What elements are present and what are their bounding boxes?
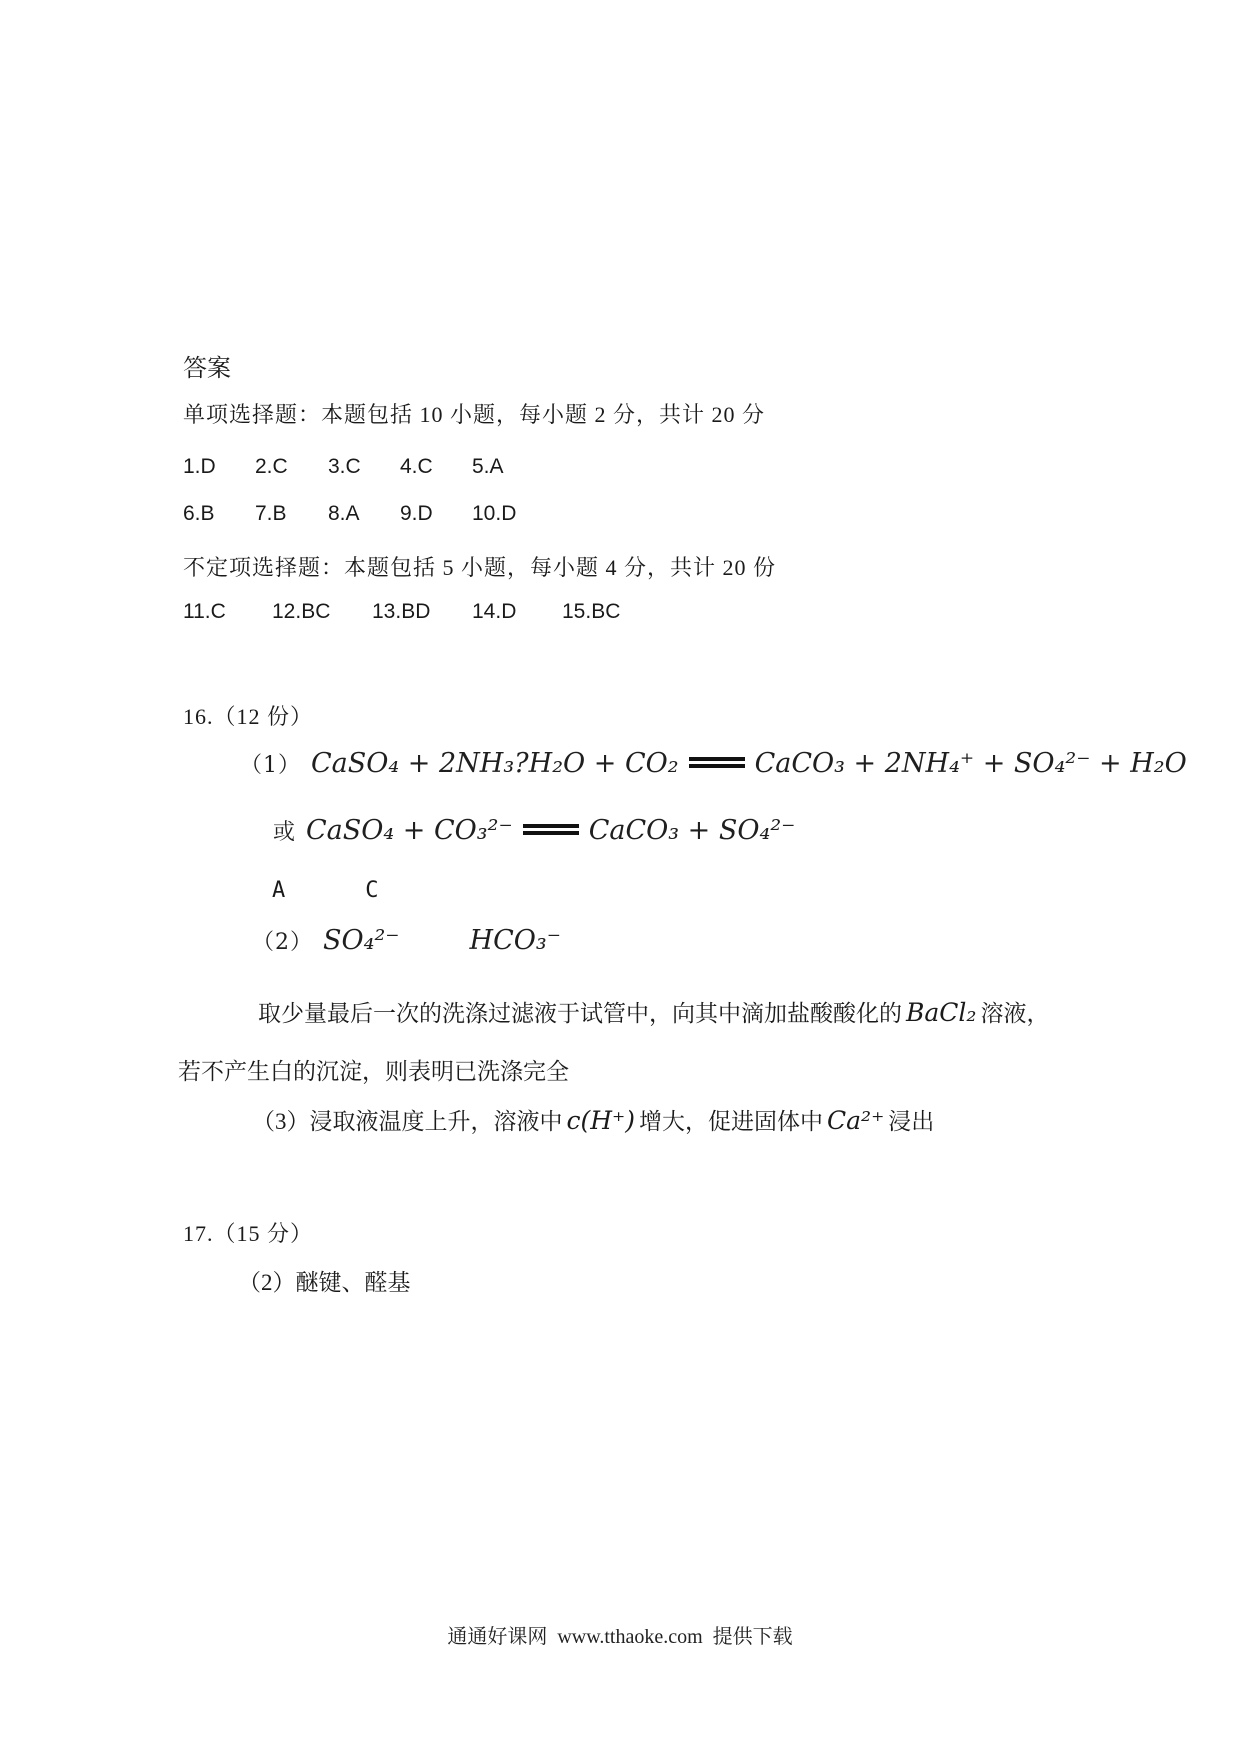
answer-item: 13.BD [372, 600, 431, 623]
answer-item: 12.BC [272, 600, 331, 623]
or-label: 或 [273, 820, 297, 845]
answer-item: 4.C [400, 455, 433, 478]
explanation-suffix: 溶液， [980, 1001, 1050, 1026]
footer-url: www.tthaoke.com [557, 1626, 703, 1648]
answer-item: 7.B [255, 502, 287, 525]
answer-item: 5.A [472, 455, 504, 478]
double-bond-equals-icon [689, 757, 745, 768]
answer-item: 9.D [400, 502, 433, 525]
answer-letter-c: C [365, 878, 379, 903]
page-title: 答案 [183, 356, 231, 382]
chemical-formula: BaCl₂ [906, 998, 977, 1027]
answer-item: 11.C [183, 600, 226, 623]
answer-row-6-10 [0, 502, 1240, 526]
answer-item: 3.C [328, 455, 361, 478]
q16-part1-equation-2 [273, 815, 795, 846]
q16-part3-line [252, 1103, 934, 1136]
q17-heading: 17.（15 分） [183, 1221, 314, 1246]
footer-suffix: 提供下载 [712, 1626, 793, 1648]
answer-item: 10.D [472, 502, 517, 525]
q16-heading: 16.（12 份） [183, 704, 314, 729]
answer-row-11-15 [0, 600, 1240, 624]
ion-formula: HCO₃⁻ [469, 925, 561, 956]
single-choice-heading: 单项选择题：本题包括 10 小题，每小题 2 分，共计 20 分 [183, 402, 766, 427]
equation-left: CaSO₄ + CO₃²⁻ [306, 815, 513, 846]
equation-right: CaCO₃ + SO₄²⁻ [588, 815, 796, 846]
answer-item: 2.C [255, 455, 288, 478]
q16-part1-equation-1 [240, 748, 1187, 779]
ion-formula: Ca²⁺ [827, 1106, 885, 1135]
part3-middle: 增大，促进固体中 [639, 1109, 824, 1134]
equation-left: CaSO₄ + 2NH₃?H₂O + CO₂ [311, 748, 679, 779]
answer-item: 14.D [472, 600, 517, 623]
double-bond-equals-icon [523, 824, 579, 835]
part3-suffix: 浸出 [888, 1109, 935, 1134]
equation-right: CaCO₃ + 2NH₄⁺ + SO₄²⁻ + H₂O [754, 748, 1187, 779]
footer-site-name: 通通好课网 [447, 1626, 548, 1648]
part-label: （1） [240, 753, 301, 778]
q16-part1-letter-answers [272, 878, 379, 903]
q17-part2-answer: （2）醚键、醛基 [238, 1270, 411, 1295]
answer-item: 15.BC [562, 600, 621, 623]
answer-item: 6.B [183, 502, 215, 525]
q16-part2-explanation-line1 [258, 995, 1049, 1028]
part-label: （2） [252, 930, 313, 955]
answer-row-1-5 [0, 455, 1240, 479]
explanation-text: 取少量最后一次的洗涤过滤液于试管中，向其中滴加盐酸酸化的 [258, 1001, 902, 1026]
concentration-formula: c(H⁺) [566, 1106, 636, 1135]
answer-item: 8.A [328, 502, 360, 525]
part3-prefix: （3）浸取液温度上升，溶液中 [252, 1109, 563, 1134]
answer-letter-a: A [272, 878, 286, 903]
page-footer [0, 1620, 1240, 1649]
q16-part2-explanation-line2: 若不产生白的沉淀，则表明已洗涤完全 [178, 1059, 569, 1084]
q16-part2-ions [252, 925, 561, 956]
ion-formula: SO₄²⁻ [323, 925, 400, 956]
multi-choice-heading: 不定项选择题：本题包括 5 小题，每小题 4 分，共计 20 份 [183, 555, 777, 580]
answer-item: 1.D [183, 455, 216, 478]
